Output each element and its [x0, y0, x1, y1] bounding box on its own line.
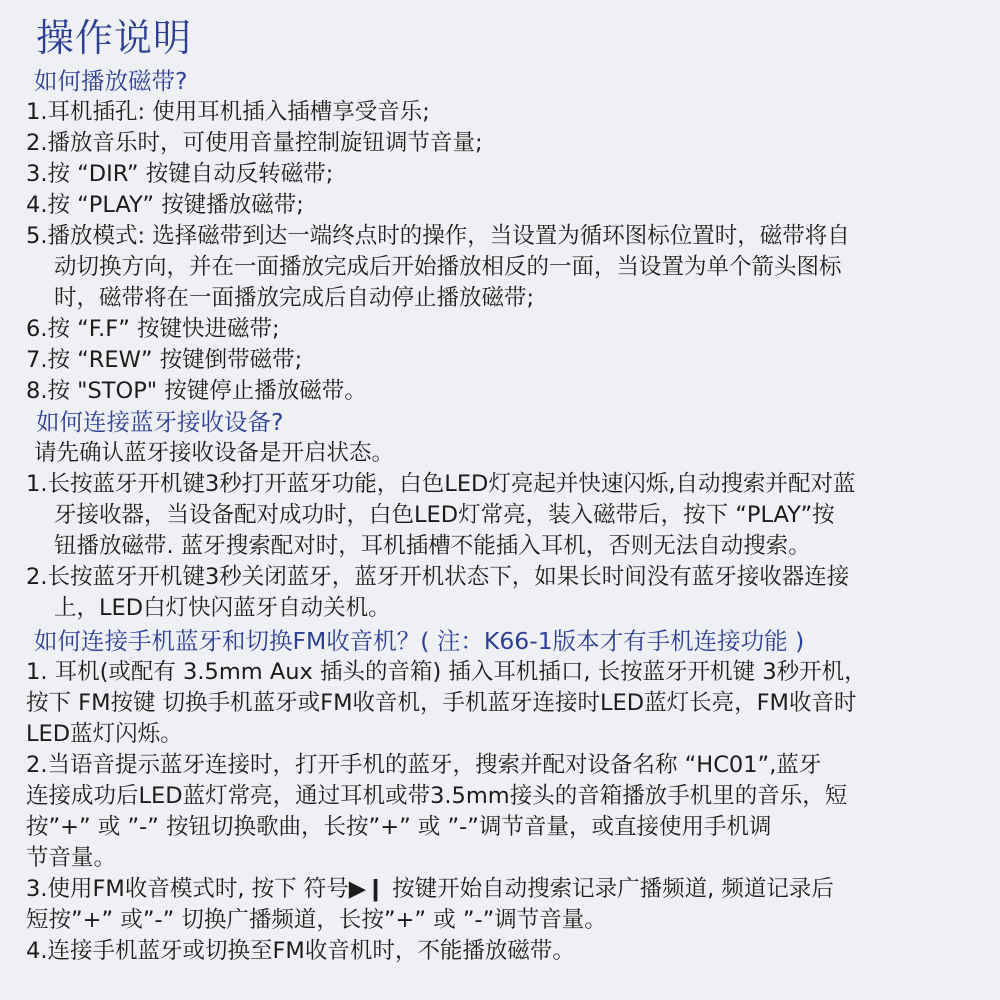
list-item-continuation: 时，磁带将在一面播放完成后自动停止播放磁带; — [54, 285, 535, 311]
section-body-phone-bluetooth-fm — [26, 657, 1000, 967]
list-item-continuation: LED蓝灯闪烁。 — [26, 721, 183, 747]
list-item: 1.长按蓝牙开机键3秒打开蓝牙功能，白色LED灯亮起并快速闪烁,自动搜索并配对蓝 — [26, 471, 856, 497]
list-item-continuation: 节音量。 — [26, 845, 117, 871]
list-item-continuation: 钮播放磁带. 蓝牙搜索配对时，耳机插槽不能插入耳机，否则无法自动搜索。 — [54, 533, 811, 559]
list-item-continuation: 连接成功后LED蓝灯常亮，通过耳机或带3.5mm接头的音箱播放手机里的音乐，短 — [26, 783, 848, 809]
section-body-bluetooth-receiver — [26, 438, 1000, 624]
list-item: 2.长按蓝牙开机键3秒关闭蓝牙，蓝牙开机状态下，如果长时间没有蓝牙接收器连接 — [26, 564, 850, 590]
list-item: 3.使用FM收音模式时, 按下 符号▶❙ 按键开始自动搜索记录广播频道, 频道记录后 — [26, 876, 834, 902]
list-item-continuation: 按”+” 或 ”-” 按钮切换歌曲，长按”+” 或 ”-”调节音量，或直接使用手机调 — [26, 814, 772, 840]
section-heading-phone-bluetooth-fm: 如何连接手机蓝牙和切换FM收音机？( 注：K66-1版本才有手机连接功能 ) — [34, 627, 805, 655]
list-item-continuation: 牙接收器，当设备配对成功时，白色LED灯常亮，装入磁带后，按下 “PLAY”按 — [54, 502, 835, 528]
list-item-continuation: 动切换方向，并在一面播放完成后开始播放相反的一面，当设置为单个箭头图标 — [54, 254, 842, 280]
list-item: 3.按 “DIR” 按键自动反转磁带; — [26, 161, 334, 187]
list-item: 5.播放模式: 选择磁带到达一端终点时的操作，当设置为循环图标位置时，磁带将自 — [26, 223, 850, 249]
page-title: 操作说明 — [36, 16, 193, 60]
list-item: 8.按 "STOP" 按键停止播放磁带。 — [26, 378, 367, 404]
section-intro: 请先确认蓝牙接收设备是开启状态。 — [34, 440, 395, 466]
list-item: 2.播放音乐时，可使用音量控制旋钮调节音量; — [26, 130, 483, 156]
list-item: 1. 耳机(或配有 3.5mm Aux 插头的音箱) 插入耳机插口, 长按蓝牙开机键 3秒开机， — [26, 659, 867, 685]
list-item: 7.按 “REW” 按键倒带磁带; — [26, 347, 303, 373]
section-heading-bluetooth-receiver: 如何连接蓝牙接收设备? — [36, 408, 284, 436]
list-item: 1.耳机插孔: 使用耳机插入插槽享受音乐; — [26, 99, 430, 125]
list-item: 4.连接手机蓝牙或切换至FM收音机时，不能播放磁带。 — [26, 938, 575, 964]
list-item: 6.按 “F.F” 按键快进磁带; — [26, 316, 280, 342]
section-body-play-tape — [26, 97, 1000, 407]
section-heading-play-tape: 如何播放磁带? — [34, 67, 188, 95]
list-item-continuation: 按下 FM按键 切换手机蓝牙或FM收音机，手机蓝牙连接时LED蓝灯长亮，FM收音时 — [26, 690, 857, 716]
list-item: 4.按 “PLAY” 按键播放磁带; — [26, 192, 304, 218]
list-item-continuation: 上，LED白灯快闪蓝牙自动关机。 — [54, 595, 391, 621]
list-item: 2.当语音提示蓝牙连接时，打开手机的蓝牙，搜索并配对设备名称 “HC01”,蓝牙 — [26, 752, 822, 778]
list-item-continuation: 短按”+” 或”-” 切换广播频道，长按”+” 或 ”-”调节音量。 — [26, 907, 607, 933]
